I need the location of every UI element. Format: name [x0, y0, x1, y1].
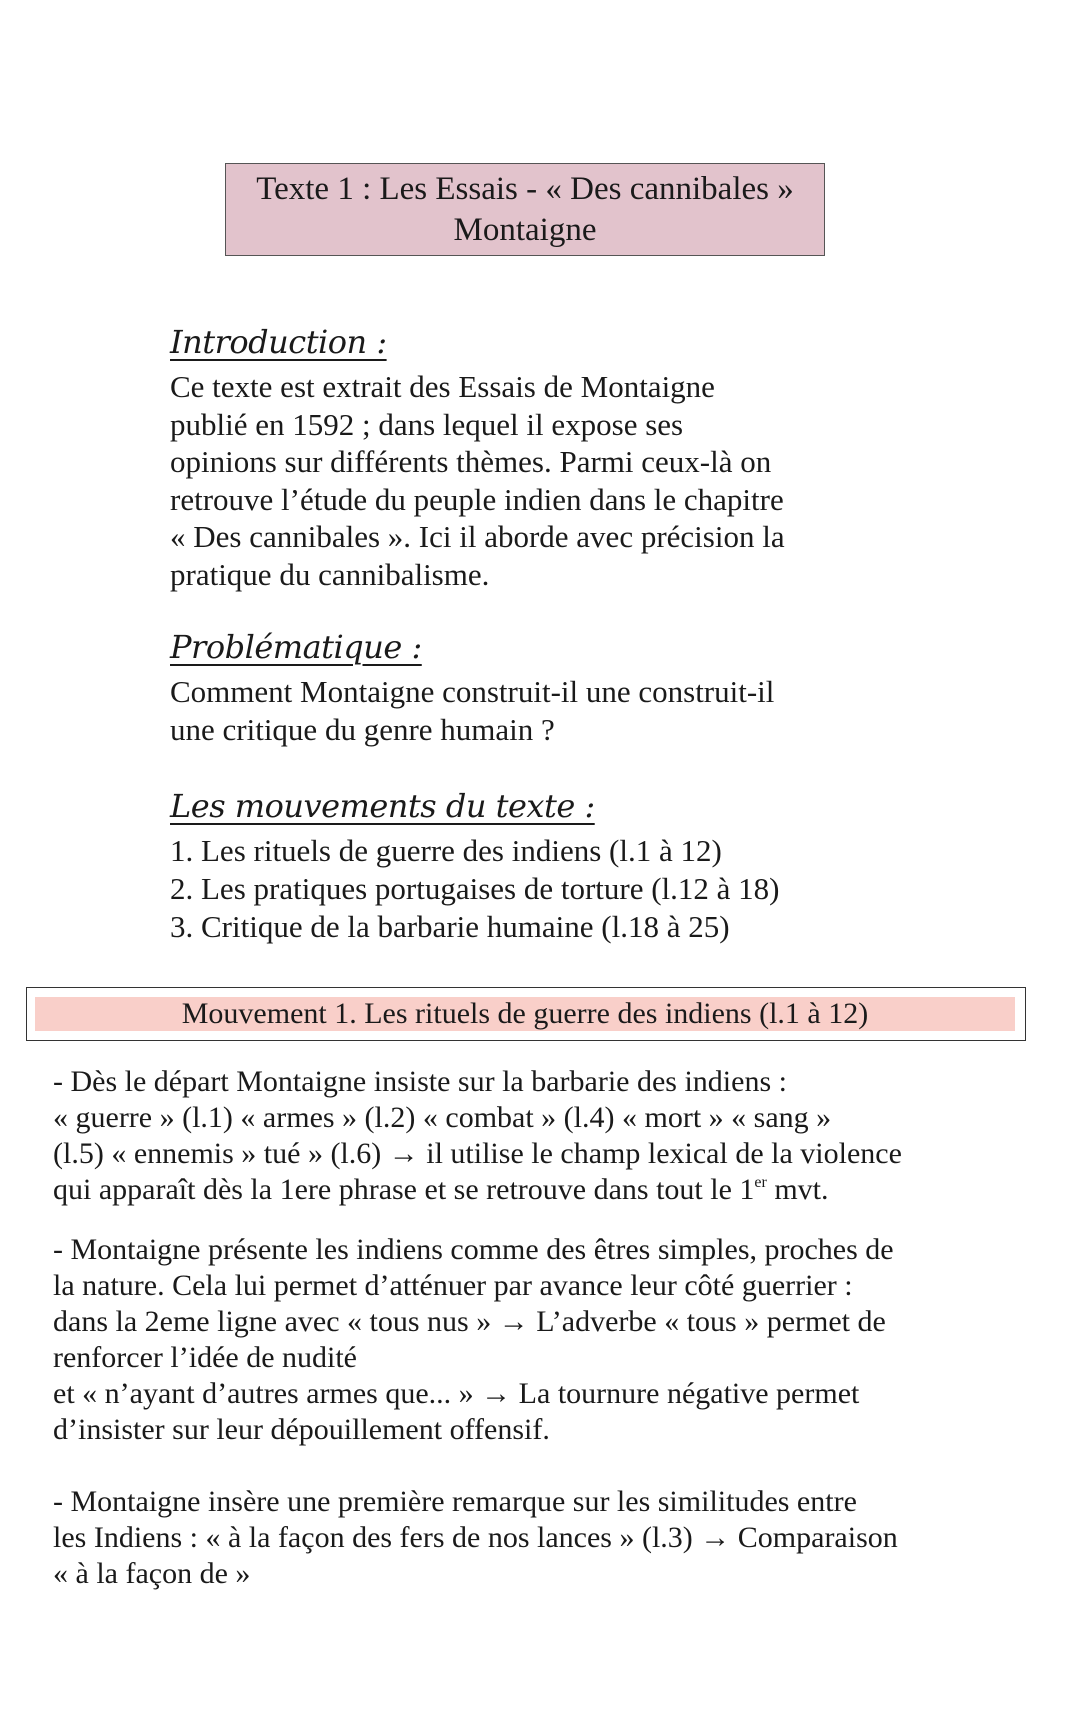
analysis-paragraph-1 [53, 1064, 1053, 1208]
introduction-line: « Des cannibales ». Ici il aborde avec précision la [170, 519, 785, 554]
paragraph-line: renforcer l’idée de nudité [53, 1341, 357, 1374]
problematique-section [170, 627, 960, 748]
introduction-section [170, 322, 960, 593]
document-title: Texte 1 : Les Essais - « Des cannibales » [256, 171, 794, 207]
analysis-paragraph-2 [53, 1232, 1053, 1448]
analysis-paragraph-3 [53, 1484, 1053, 1592]
document-title-box [225, 163, 825, 256]
paragraph-line: « guerre » (l.1) « armes » (l.2) « combat » (l.4) « mort » « sang » [53, 1101, 832, 1134]
paragraph-line: - Montaigne présente les indiens comme des êtres simples, proches de [53, 1233, 894, 1266]
problematique-heading: Problématique : [170, 628, 422, 666]
paragraph-line: d’insister sur leur dépouillement offensif. [53, 1413, 550, 1446]
superscript: er [754, 1174, 767, 1191]
paragraph-line: dans la 2eme ligne avec « tous nus » → L’adverbe « tous » permet de [53, 1305, 886, 1338]
paragraph-line: (l.5) « ennemis » tué » (l.6) → il utilise le champ lexical de la violence [53, 1137, 902, 1170]
paragraph-text: mvt. [766, 1173, 829, 1206]
paragraph-line: - Montaigne insère une première remarque sur les similitudes entre [53, 1485, 857, 1518]
paragraph-line: « à la façon de » [53, 1557, 251, 1590]
mouvement-item: 3. Critique de la barbarie humaine (l.18 à 25) [170, 909, 730, 944]
paragraph-line: les Indiens : « à la façon des fers de nos lances » (l.3) → Comparaison [53, 1521, 898, 1554]
paragraph-line: - Dès le départ Montaigne insiste sur la barbarie des indiens : [53, 1065, 787, 1098]
problematique-text [170, 673, 960, 748]
mouvement1-banner: Mouvement 1. Les rituels de guerre des indiens (l.1 à 12) [35, 997, 1015, 1031]
introduction-line: opinions sur différents thèmes. Parmi ceux-là on [170, 444, 772, 479]
mouvement-item: 2. Les pratiques portugaises de torture (l.12 à 18) [170, 871, 780, 906]
document-author: Montaigne [453, 212, 597, 248]
introduction-heading: Introduction : [170, 323, 387, 361]
problematique-line: Comment Montaigne construit-il une construit-il [170, 674, 775, 709]
introduction-line: pratique du cannibalisme. [170, 556, 490, 592]
paragraph-line [53, 1172, 1053, 1208]
introduction-line: retrouve l’étude du peuple indien dans le chapitre [170, 481, 784, 517]
introduction-line: Ce texte est extrait des Essais de Montaigne [170, 369, 715, 404]
paragraph-line: et « n’ayant d’autres armes que... » → La tournure négative permet [53, 1377, 860, 1410]
paragraph-line: la nature. Cela lui permet d’atténuer par avance leur côté guerrier : [53, 1269, 853, 1302]
mouvements-section [170, 786, 960, 946]
paragraph-text: qui apparaît dès la 1ere phrase et se retrouve dans tout le 1 [53, 1173, 755, 1206]
introduction-text [170, 368, 960, 593]
mouvements-heading: Les mouvements du texte : [170, 787, 595, 825]
problematique-line: une critique du genre humain ? [170, 711, 555, 747]
mouvement1-banner-frame [26, 987, 1026, 1041]
mouvements-list [170, 832, 960, 946]
mouvement-item: 1. Les rituels de guerre des indiens (l.1 à 12) [170, 833, 722, 868]
introduction-line: publié en 1592 ; dans lequel il expose ses [170, 406, 684, 442]
